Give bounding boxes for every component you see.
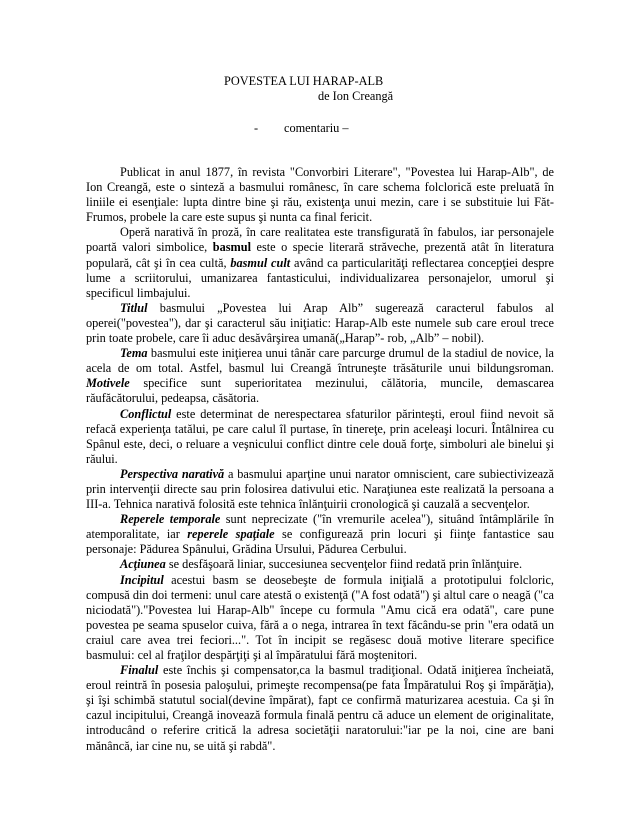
emphasized-term: basmul — [212, 240, 252, 255]
text-run: este determinat de nerespectarea sfaturilor părinteşti, eroul fiind nevoit să refacă experienţa tatălui, pe care calul îl purtase, în tinereţe, prin aceleaşi locuri. Întâlnirea cu Spânul este, deci, o reluare a veşnicului conflict dintre cele două forţe, simboluri ale binelui şi răului. — [86, 406, 554, 466]
paragraph-ending — [86, 663, 554, 754]
text-run: sunt neprecizate ("în vremurile acelea"), situând întâmplările în atemporalitate, iar — [86, 512, 554, 542]
text-run: Publicat in anul 1877, în revista "Convorbiri Literare", "Povestea lui Harap-Alb", de Ion Creangă, este o sinteză a basmului românesc, în care schema folclorică este preluată în liniile ei esenţiale: lupta dintre bine şi rău, existenţa unui mezin, care i se substituie lui Făt-Frumos, probele la care este supus şi nunta ca final fericit. — [86, 165, 554, 225]
paragraph-theme — [86, 346, 554, 406]
document-title: POVESTEA LUI HARAP-ALB — [224, 74, 384, 88]
emphasized-term: basmul cult — [230, 255, 291, 270]
text-run: este o specie literară străveche, prezentă atât în literatura populară, cât şi în cea cultă, — [86, 240, 554, 270]
emphasized-term: Incipitul — [120, 572, 164, 587]
paragraph-publication — [86, 165, 554, 225]
paragraph-time-space — [86, 512, 554, 557]
subtitle-dash: - — [254, 121, 259, 135]
text-run: având ca particularităţi reflectarea concepţiei despre lume a scriitorului, umanizarea fantasticului, individualizarea personajelor, umorul şi specificul limbajului. — [86, 255, 554, 300]
text-run: se desfăşoară liniar, succesiunea secvenţelor fiind redată prin înlănţuire. — [165, 557, 523, 572]
emphasized-term: Acţiunea — [120, 557, 166, 572]
document-body — [86, 165, 554, 754]
paragraph-incipit — [86, 573, 554, 664]
emphasized-term: Perspectiva narativă — [120, 466, 225, 481]
text-run: specifice sunt superioritatea mezinului, călătoria, muncile, demascarea răufăcătorului, pedeapsa, căsătoria. — [86, 376, 554, 406]
text-run: a basmului aparţine unui narator omniscient, care subiectivizează prin intervenţii directe sau prin folosirea dativului etic. Naraţiunea este realizată la persoana a III-a. Tehnica narativă folosită este tehnica înlănţuirii cronologică şi cauzală a secvenţelor. — [86, 466, 554, 512]
paragraph-conflict — [86, 407, 554, 467]
document-subtitle — [254, 121, 349, 136]
paragraph-perspective — [86, 467, 554, 512]
emphasized-term: reperele spaţiale — [187, 527, 275, 542]
text-run: este închis şi compensator,ca la basmul tradiţional. Odată iniţierea încheiată, eroul reintră în posesia paloşului, primeşte recompensa(pe fata Împăratului Roş şi împărăţia), şi îşi schimbă statutul social(devine împărat), fapt ce confirmă maturizarea acestuia. Ca şi în cazul incipitului, Creangă inovează formula finală pentru că aduce un element de originalitate, introducând o referire critică la adresa societăţii naratorului:"iar pe la noi, cine are bani mănâncă, iar cine nu, se uită şi rabdă". — [86, 663, 554, 753]
emphasized-term: Tema — [120, 346, 148, 361]
emphasized-term: Conflictul — [120, 406, 172, 421]
paragraph-action — [86, 557, 554, 572]
text-run: basmului este iniţierea unui tânăr care parcurge drumul de la stadiul de novice, la acela de om total. Astfel, basmul lui Creangă întruneşte trăsăturile unui bildungsroman. — [86, 346, 554, 376]
text-run: acestui basm se deosebeşte de formula iniţială a prototipului folcloric, compusă din doi termeni: unul care atestă o existenţă ("A fost odată") şi altul care o neagă ("ca niciodată")."Povestea lui Harap-Alb" începe cu formula "Amu cică era odată", care pune povestea pe seama spuselor cuiva, fără a o nega, intrarea în text făcându-se prin "era odată un craiul care avea trei feciori...". Tot în incipit se regăsesc două motive literare specifice basmului: cel al fraţilor despărţiţi şi al împăratului fără moştenitori. — [86, 572, 554, 662]
text-run: basmului „Povestea lui Arap Alb” sugerează caracterul fabulos al operei("povestea"), dar şi caracterul său iniţiatic: Harap-Alb este numele sub care eroul trece prin toate probele, care îi aduc desăvârşirea umană(„Harap”- rob, „Alb” – nobil). — [86, 300, 554, 346]
emphasized-term: Reperele temporale — [120, 512, 221, 527]
subtitle-text: comentariu – — [284, 121, 349, 135]
text-run: se configurează prin locuri şi fiinţe fantastice sau personaje: Pădurea Spânului, Grădina Ursului, Pădurea Cerbului. — [86, 527, 554, 557]
paragraph-genre — [86, 225, 554, 300]
paragraph-title — [86, 301, 554, 346]
emphasized-term: Motivele — [86, 376, 130, 391]
emphasized-term: Finalul — [120, 663, 159, 678]
document-author: de Ion Creangă — [318, 89, 394, 103]
emphasized-term: Titlul — [120, 300, 148, 315]
text-run: Operă narativă în proză, în care realitatea este transfigurată în fabulos, iar personajele poartă valori simbolice, — [86, 225, 554, 255]
